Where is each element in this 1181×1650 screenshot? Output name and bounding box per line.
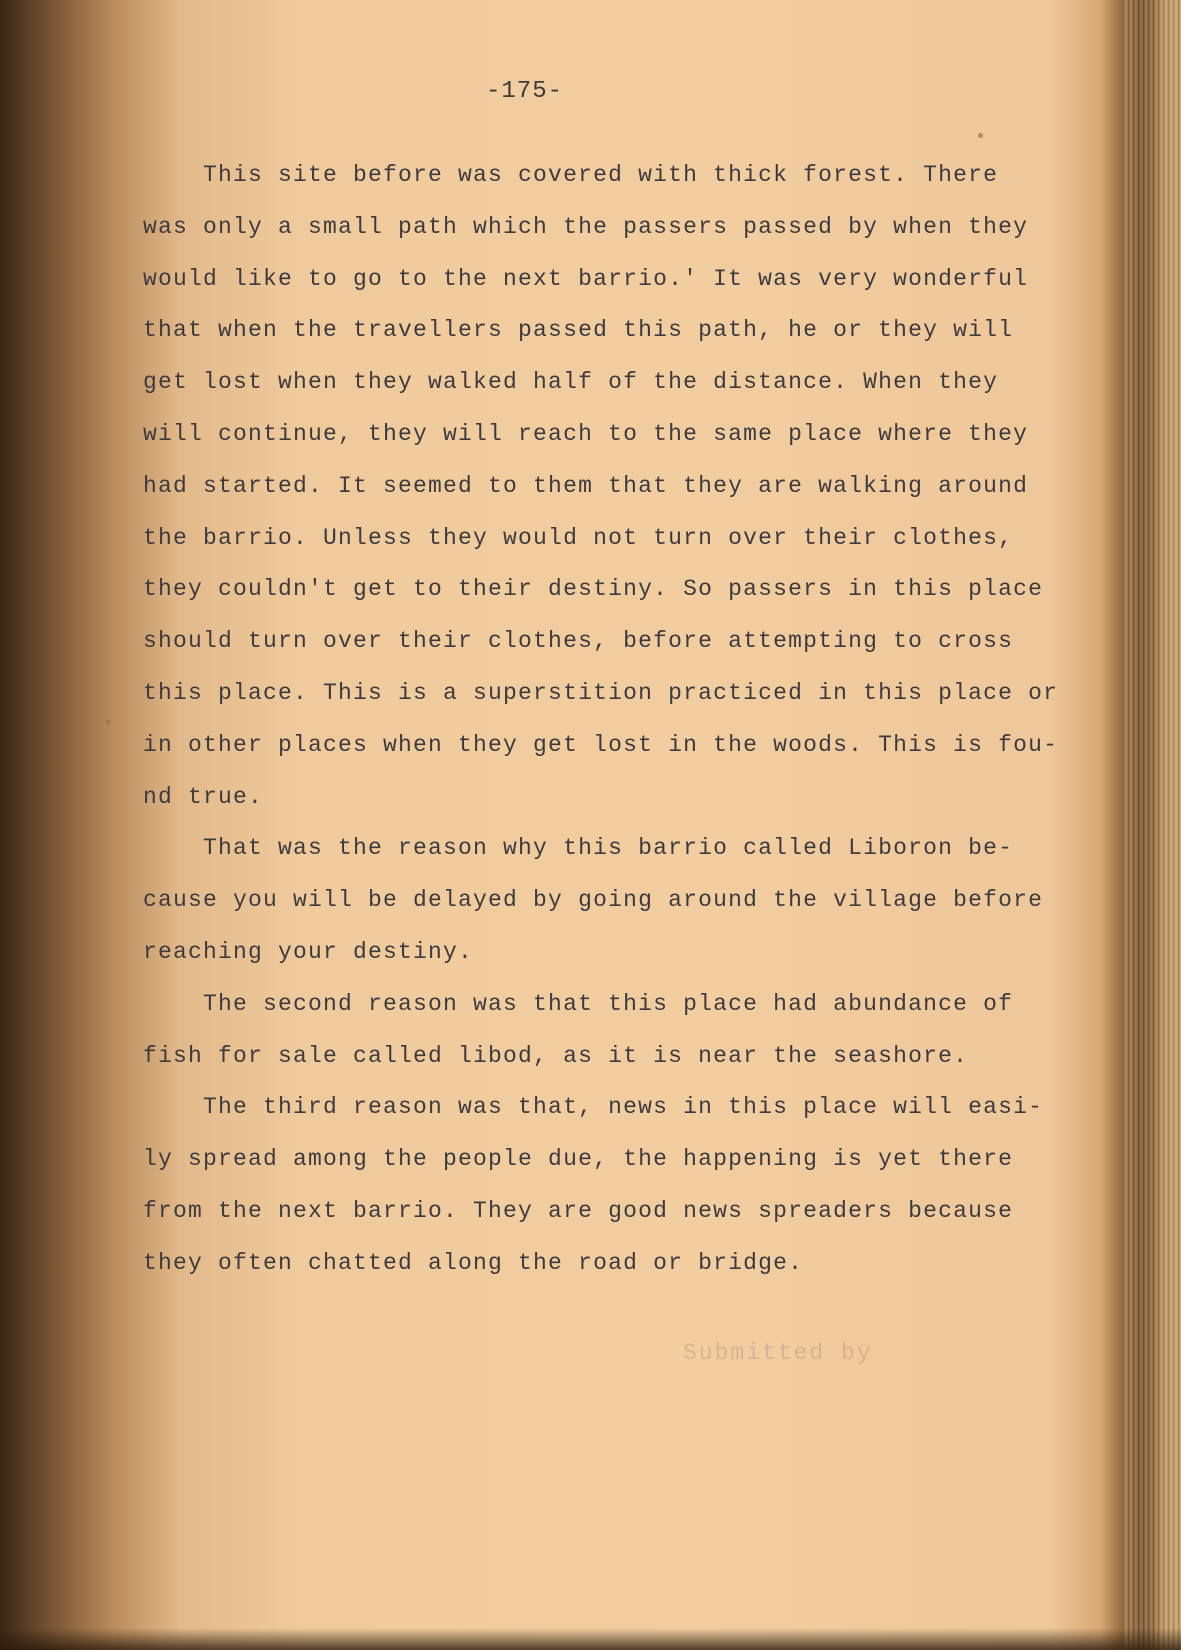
- text-line: had started. It seemed to them that they are walking around: [143, 472, 1029, 499]
- body-text: [143, 150, 1103, 1290]
- text-line: The third reason was that, news in this place will easi-: [143, 1094, 1044, 1121]
- paper-spot: [978, 133, 983, 138]
- text-line: cause you will be delayed by going around the village before: [143, 887, 1044, 914]
- text-line: the barrio. Unless they would not turn over their clothes,: [143, 524, 1014, 551]
- text-line: should turn over their clothes, before attempting to cross: [143, 628, 1014, 655]
- text-line: ly spread among the people due, the happening is yet there: [143, 1146, 1014, 1173]
- text-line: in other places when they get lost in the woods. This is fou-: [143, 731, 1059, 758]
- text-line: nd true.: [143, 783, 264, 810]
- text-line: fish for sale called libod, as it is near the seashore.: [143, 1042, 969, 1069]
- text-line: would like to go to the next barrio.' It was very wonderful: [143, 265, 1029, 292]
- text-line: this place. This is a superstition practiced in this place or: [143, 679, 1059, 706]
- book-page-edges: [1123, 0, 1181, 1650]
- text-line: they couldn't get to their destiny. So passers in this place: [143, 576, 1044, 603]
- text-line: they often chatted along the road or bridge.: [143, 1249, 804, 1276]
- text-line: That was the reason why this barrio called Liboron be-: [143, 835, 1014, 862]
- text-line: This site before was covered with thick forest. There: [143, 162, 999, 188]
- text-line: was only a small path which the passers passed by when they: [143, 213, 1029, 240]
- text-line: reaching your destiny.: [143, 938, 474, 965]
- text-line: that when the travellers passed this path, he or they will: [143, 317, 1014, 344]
- text-line: The second reason was that this place had abundance of: [143, 990, 1014, 1017]
- text-line: from the next barrio. They are good news spreaders because: [143, 1197, 1014, 1224]
- page-number: -175-: [486, 78, 564, 105]
- paper-spot: [106, 720, 111, 725]
- text-line: will continue, they will reach to the same place where they: [143, 420, 1029, 447]
- bottom-shadow: [0, 1628, 1181, 1650]
- submitted-by-bleed-through: Submitted by: [683, 1340, 873, 1366]
- text-line: get lost when they walked half of the distance. When they: [143, 369, 999, 396]
